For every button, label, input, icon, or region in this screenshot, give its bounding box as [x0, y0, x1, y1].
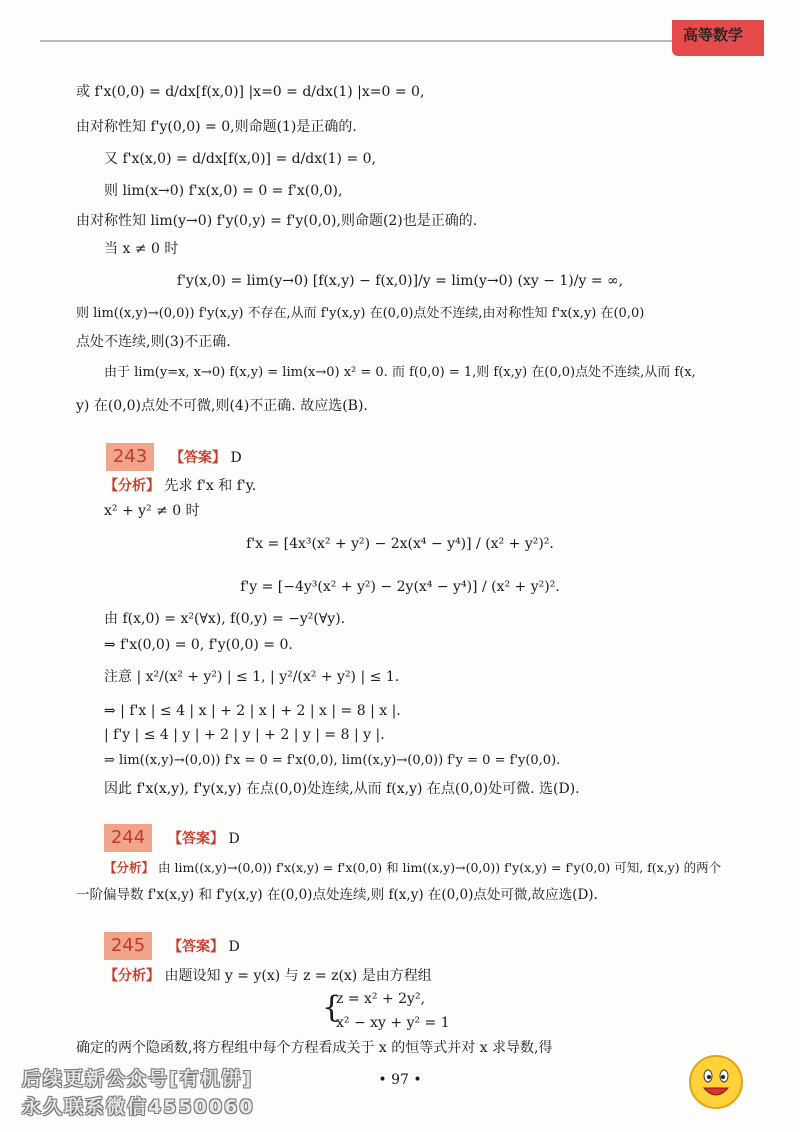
watermark-line-1: 后续更新公众号[有机饼]: [22, 1068, 254, 1090]
analysis-text: 由 lim((x,y)→(0,0)) f'x(x,y) = f'x(0,0) 和 lim((x,y)→(0,0)) f'y(x,y) = f'y(0,0) 可知, f(x,y) 的两个: [158, 860, 722, 875]
question-number-244: 244: [104, 824, 152, 852]
text-line: 则 lim((x,y)→(0,0)) f'y(x,y) 不存在,从而 f'y(x,y) 在(0,0)点处不连续,由对称性知 f'x(x,y) 在(0,0): [76, 306, 645, 321]
text-line: 注意 | x²/(x² + y²) | ≤ 1, | y²/(x² + y²) | ≤ 1.: [104, 669, 400, 685]
text-line: 或 f'x(0,0) = d/dx[f(x,0)] |x=0 = d/dx(1) |x=0 = 0,: [76, 84, 425, 100]
equation-2: x² − xy + y² = 1: [336, 1015, 450, 1031]
analysis-tag: 【分析】: [104, 860, 155, 875]
answer-tag: 【答案】: [168, 939, 224, 955]
text-line: 当 x ≠ 0 时: [104, 241, 179, 257]
analysis-243: [104, 475, 256, 495]
question-number-245: 245: [104, 932, 152, 960]
answer-value: D: [230, 450, 242, 466]
text-line: 一阶偏导数 f'x(x,y) 和 f'y(x,y) 在(0,0)点处连续,则 f(x,y) 在(0,0)点处可微,故应选(D).: [76, 887, 598, 903]
text-line: 因此 f'x(x,y), f'y(x,y) 在点(0,0)处连续,从而 f(x,y) 在点(0,0)处可微. 选(D).: [104, 781, 580, 797]
smiley-mascot-icon: [686, 1052, 746, 1112]
answer-243: [170, 447, 242, 467]
answer-value: D: [228, 939, 240, 955]
text-line: 则 lim(x→0) f'x(x,0) = 0 = f'x(0,0),: [104, 183, 343, 199]
answer-tag: 【答案】: [168, 831, 224, 847]
analysis-tag: 【分析】: [104, 478, 160, 494]
page-number: • 97 •: [378, 1072, 422, 1088]
answer-245: [168, 936, 240, 956]
analysis-245: [104, 965, 432, 985]
text-line: x² + y² ≠ 0 时: [104, 503, 200, 519]
text-line: 由 f(x,0) = x²(∀x), f(0,y) = −y²(∀y).: [104, 611, 346, 627]
brace: {: [322, 990, 342, 1025]
analysis-tag: 【分析】: [104, 968, 160, 984]
question-number-243: 243: [106, 443, 154, 471]
header-title: 高等数学: [682, 26, 743, 44]
equation-1: z = x² + 2y²,: [336, 991, 426, 1007]
formula-fy: f'y = [−4y³(x² + y²) − 2y(x⁴ − y⁴)] / (x² + y²)².: [240, 579, 560, 595]
text-line: ⇒ lim((x,y)→(0,0)) f'x = 0 = f'x(0,0), lim((x,y)→(0,0)) f'y = 0 = f'y(0,0).: [104, 753, 561, 768]
answer-244: [168, 828, 240, 848]
header-rule: [40, 40, 672, 42]
analysis-text: 由题设知 y = y(x) 与 z = z(x) 是由方程组: [164, 968, 432, 984]
watermark-line-2: 永久联系微信4550060: [22, 1096, 255, 1118]
analysis-text: 先求 f'x 和 f'y.: [164, 478, 257, 494]
analysis-244: [104, 858, 721, 876]
text-line: ⇒ | f'x | ≤ 4 | x | + 2 | x | + 2 | x | = 8 | x |.: [104, 703, 401, 719]
text-line: 由对称性知 lim(y→0) f'y(0,y) = f'y(0,0),则命题(2)也是正确的.: [76, 213, 478, 229]
text-line: 点处不连续,则(3)不正确.: [76, 334, 231, 350]
text-line: ⇒ f'x(0,0) = 0, f'y(0,0) = 0.: [104, 637, 293, 653]
formula-fx: f'x = [4x³(x² + y²) − 2x(x⁴ − y⁴)] / (x² + y²)².: [246, 536, 554, 552]
text-line: f'y(x,0) = lim(y→0) [f(x,y) − f(x,0)]/y = lim(y→0) (xy − 1)/y = ∞,: [176, 273, 624, 289]
text-line: 由于 lim(y=x, x→0) f(x,y) = lim(x→0) x² = 0. 而 f(0,0) = 1,则 f(x,y) 在(0,0)点处不连续,从而 f(x,: [104, 365, 696, 380]
text-line: 由对称性知 f'y(0,0) = 0,则命题(1)是正确的.: [76, 119, 357, 135]
text-line: | f'y | ≤ 4 | y | + 2 | y | + 2 | y | = 8 | y |.: [104, 727, 385, 743]
answer-value: D: [228, 831, 240, 847]
answer-tag: 【答案】: [170, 450, 226, 466]
text-line: y) 在(0,0)点处不可微,则(4)不正确. 故应选(B).: [76, 398, 368, 414]
text-line: 又 f'x(x,0) = d/dx[f(x,0)] = d/dx(1) = 0,: [104, 151, 376, 167]
text-line: 确定的两个隐函数,将方程组中每个方程看成关于 x 的恒等式并对 x 求导数,得: [76, 1040, 553, 1056]
